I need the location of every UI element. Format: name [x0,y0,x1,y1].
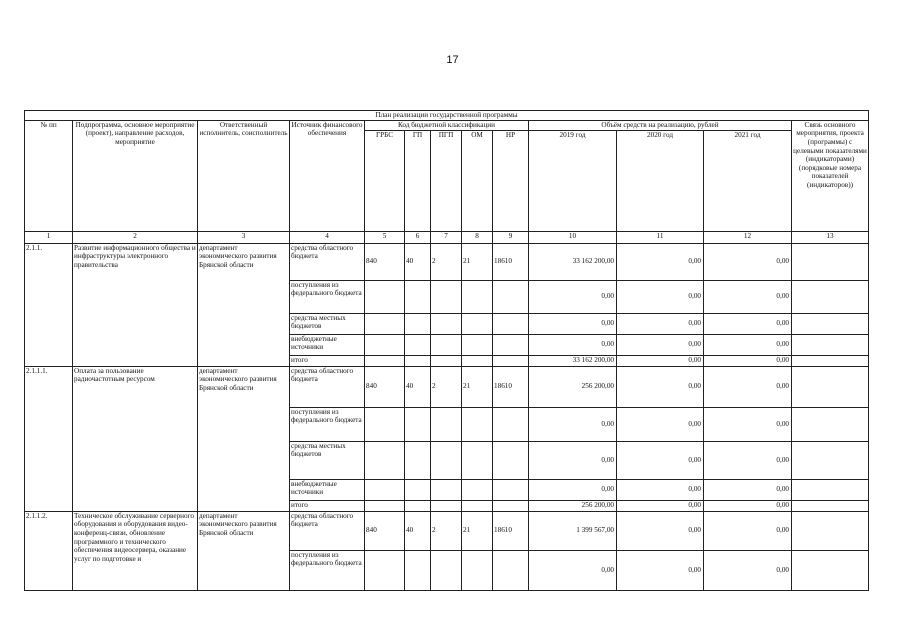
gp-cell [405,355,431,366]
source-cell: средства областного бюджета [290,243,365,280]
header-executor: Ответственный исполнитель, соисполнитель [198,120,290,231]
amount-2021: 0,00 [704,313,792,334]
header-subprogram: Подпрограмма, основное мероприятие (проект), направление расходов, мероприятие [73,120,198,231]
amount-2021: 0,00 [704,334,792,355]
pgp-cell [431,280,462,313]
om-cell: 21 [462,366,493,407]
amount-2019: 33 162 200,00 [529,355,617,366]
gp-cell [405,500,431,511]
column-number: 5 [365,231,405,243]
amount-2020: 0,00 [617,313,704,334]
nr-cell [493,500,529,511]
grbs-cell [365,441,405,479]
gp-cell [405,334,431,355]
row-name: Развитие информационного общества и инфраструктуры электронного правительства [73,243,198,366]
grbs-cell: 840 [365,366,405,407]
grbs-cell [365,479,405,500]
amount-2020: 0,00 [617,355,704,366]
grbs-cell [365,313,405,334]
pgp-cell [431,441,462,479]
amount-2019: 0,00 [529,479,617,500]
link-cell [792,407,869,441]
nr-cell [493,280,529,313]
column-number: 9 [493,231,529,243]
gp-cell [405,441,431,479]
column-number: 6 [405,231,431,243]
gp-cell [405,280,431,313]
amount-2021: 0,00 [704,511,792,550]
header-gp: ГП [405,130,431,231]
pgp-cell [431,313,462,334]
header-num: № пп [25,120,73,231]
row-number: 2.1.1. [25,243,73,366]
amount-2019: 256 200,00 [529,366,617,407]
grbs-cell: 840 [365,243,405,280]
header-pgp: ПГП [431,130,462,231]
row-number: 2.1.1.1. [25,366,73,511]
amount-2021: 0,00 [704,500,792,511]
amount-2021: 0,00 [704,280,792,313]
header-2021: 2021 год [704,130,792,231]
link-cell [792,313,869,334]
header-link: Связь основного мероприятия, проекта (программы) с целевыми показателями (индикаторами) (порядковые номера показателей (индикаторов)) [792,120,869,231]
amount-2020: 0,00 [617,334,704,355]
source-cell: поступления из федерального бюджета [290,407,365,441]
amount-2019: 0,00 [529,550,617,590]
nr-cell [493,313,529,334]
header-budget-code: Код бюджетной классификации [365,120,529,130]
amount-2019: 33 162 200,00 [529,243,617,280]
om-cell [462,280,493,313]
nr-cell [493,407,529,441]
amount-2019: 0,00 [529,334,617,355]
grbs-cell [365,334,405,355]
nr-cell [493,441,529,479]
nr-cell [493,479,529,500]
link-cell [792,243,869,280]
pgp-cell: 2 [431,511,462,550]
row-executor: департамент экономического развития Брянской области [198,511,290,590]
pgp-cell [431,550,462,590]
link-cell [792,334,869,355]
column-number: 10 [529,231,617,243]
amount-2019: 0,00 [529,441,617,479]
amount-2021: 0,00 [704,479,792,500]
column-number: 1 [25,231,73,243]
header-nr: НР [493,130,529,231]
link-cell [792,511,869,550]
row-executor: департамент экономического развития Брянской области [198,243,290,366]
table-row [25,366,869,407]
row-name: Оплата за пользование радиочастотным ресурсом [73,366,198,511]
header-2020: 2020 год [617,130,704,231]
pgp-cell: 2 [431,366,462,407]
amount-2020: 0,00 [617,511,704,550]
pgp-cell [431,500,462,511]
column-number: 13 [792,231,869,243]
page-number: 17 [446,54,459,66]
pgp-cell [431,479,462,500]
nr-cell: 18610 [493,366,529,407]
nr-cell [493,334,529,355]
source-cell: средства областного бюджета [290,511,365,550]
nr-cell: 18610 [493,243,529,280]
om-cell [462,407,493,441]
link-cell [792,479,869,500]
nr-cell [493,355,529,366]
grbs-cell [365,500,405,511]
amount-2020: 0,00 [617,500,704,511]
column-number: 2 [73,231,198,243]
column-number: 8 [462,231,493,243]
column-number: 4 [290,231,365,243]
column-number: 12 [704,231,792,243]
om-cell [462,313,493,334]
nr-cell [493,550,529,590]
amount-2020: 0,00 [617,550,704,590]
source-cell: поступления из федерального бюджета [290,550,365,590]
header-volume: Объём средств на реализацию, рублей [529,120,792,130]
link-cell [792,441,869,479]
gp-cell [405,313,431,334]
amount-2021: 0,00 [704,366,792,407]
row-number: 2.1.1.2. [25,511,73,590]
om-cell [462,355,493,366]
amount-2019: 256 200,00 [529,500,617,511]
link-cell [792,366,869,407]
grbs-cell [365,355,405,366]
link-cell [792,500,869,511]
amount-2021: 0,00 [704,550,792,590]
link-cell [792,280,869,313]
gp-cell: 40 [405,366,431,407]
source-cell: внебюджетные источники [290,479,365,500]
grbs-cell [365,550,405,590]
amount-2020: 0,00 [617,407,704,441]
amount-2020: 0,00 [617,441,704,479]
om-cell [462,500,493,511]
column-numbers-row [25,231,869,243]
link-cell [792,550,869,590]
row-name: Техническое обслуживание серверного оборудования и оборудования видео-конференц-связи, обновление программного и технического обеспечения видеосервера, оказание услуг по подготовке и [73,511,198,590]
source-cell: внебюджетные источники [290,334,365,355]
om-cell [462,441,493,479]
pgp-cell: 2 [431,243,462,280]
source-cell: итого [290,500,365,511]
gp-cell: 40 [405,243,431,280]
om-cell: 21 [462,511,493,550]
pgp-cell [431,355,462,366]
source-cell: итого [290,355,365,366]
table-row [25,511,869,550]
amount-2021: 0,00 [704,441,792,479]
source-cell: поступления из федерального бюджета [290,280,365,313]
pgp-cell [431,407,462,441]
amount-2019: 0,00 [529,280,617,313]
grbs-cell: 840 [365,511,405,550]
source-cell: средства местных бюджетов [290,441,365,479]
column-number: 11 [617,231,704,243]
column-number: 7 [431,231,462,243]
amount-2020: 0,00 [617,366,704,407]
nr-cell: 18610 [493,511,529,550]
om-cell [462,550,493,590]
header-2019: 2019 год [529,130,617,231]
column-number: 3 [198,231,290,243]
source-cell: средства областного бюджета [290,366,365,407]
amount-2019: 0,00 [529,313,617,334]
amount-2019: 0,00 [529,407,617,441]
table-row [25,243,869,280]
amount-2020: 0,00 [617,280,704,313]
row-executor: департамент экономического развития Брянской области [198,366,290,511]
om-cell [462,334,493,355]
grbs-cell [365,407,405,441]
header-source: Источник финансового обеспечения [290,120,365,231]
gp-cell [405,550,431,590]
table-caption: План реализации государственной программы [25,111,869,121]
amount-2020: 0,00 [617,479,704,500]
gp-cell: 40 [405,511,431,550]
amount-2020: 0,00 [617,243,704,280]
om-cell [462,479,493,500]
amount-2021: 0,00 [704,407,792,441]
amount-2019: 1 399 567,00 [529,511,617,550]
om-cell: 21 [462,243,493,280]
gp-cell [405,407,431,441]
gp-cell [405,479,431,500]
amount-2021: 0,00 [704,355,792,366]
pgp-cell [431,334,462,355]
grbs-cell [365,280,405,313]
amount-2021: 0,00 [704,243,792,280]
plan-table [24,110,869,591]
header-grbs: ГРБС [365,130,405,231]
source-cell: средства местных бюджетов [290,313,365,334]
link-cell [792,355,869,366]
header-om: ОМ [462,130,493,231]
